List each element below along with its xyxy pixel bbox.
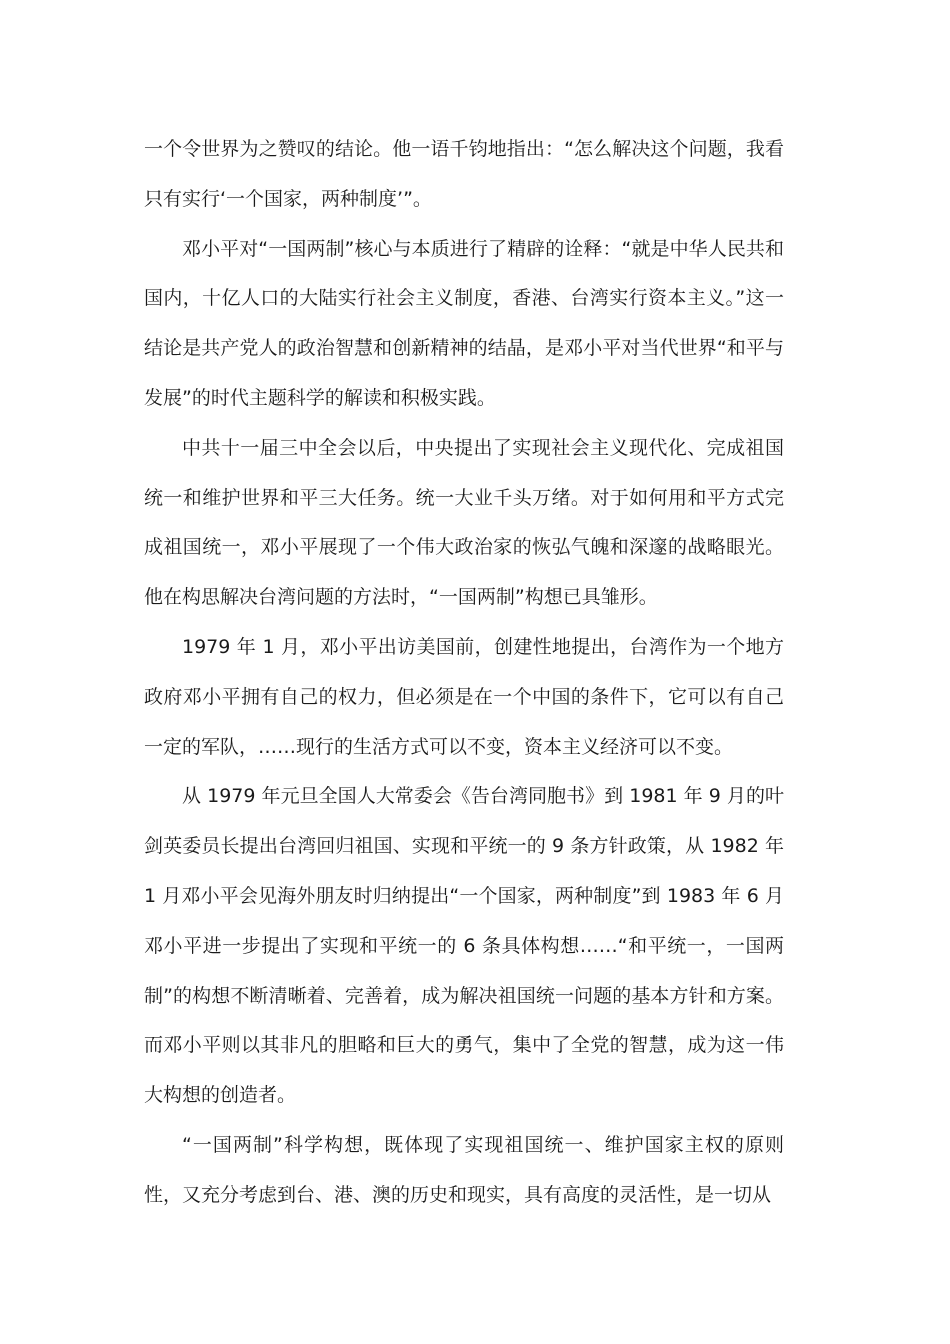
- paragraph-6: “一国两制”科学构想，既体现了实现祖国统一、维护国家主权的原则性，又充分考虑到台、港、澳的历史和现实，具有高度的灵活性，是一切从: [144, 1133, 784, 1206]
- paragraph-1: 一个令世界为之赞叹的结论。他一语千钧地指出：“怎么解决这个问题，我看只有实行‘一个国家，两种制度’”。: [144, 138, 784, 210]
- paragraph-4: 1979 年 1 月，邓小平出访美国前，创建性地提出，台湾作为一个地方政府邓小平拥有自己的权力，但必须是在一个中国的条件下，它可以有自己一定的军队，……现行的生活方式可以不变，资本主义经济可以不变。: [144, 635, 784, 758]
- paragraph-3: 中共十一届三中全会以后，中央提出了实现社会主义现代化、完成祖国统一和维护世界和平三大任务。统一大业千头万绪。对于如何用和平方式完成祖国统一，邓小平展现了一个伟大政治家的恢弘气魄和深邃的战略眼光。他在构思解决台湾问题的方法时，“一国两制”构想已具雏形。: [144, 436, 784, 609]
- paragraph-5: 从 1979 年元旦全国人大常委会《告台湾同胞书》到 1981 年 9 月的叶剑英委员长提出台湾回归祖国、实现和平统一的 9 条方针政策，从 1982 年 1 月邓小平会见海外朋友时归纳提出“一个国家，两种制度”到 1983 年 6 月邓小平进一步提出了实现和平统一的 6 条具体构想……“和平统一，一国两制”的构想不断清晰着、完善着，成为解决祖国统一问题的基本方针和方案。而邓小平则以其非凡的胆略和巨大的勇气，集中了全党的智慧，成为这一伟大构想的创造者。: [144, 785, 784, 1107]
- document-body: [144, 125, 784, 1221]
- paragraph-2: 邓小平对“一国两制”核心与本质进行了精辟的诠释：“就是中华人民共和国内，十亿人口的大陆实行社会主义制度，香港、台湾实行资本主义。”这一结论是共产党人的政治智慧和创新精神的结晶，是邓小平对当代世界“和平与发展”的时代主题科学的解读和积极实践。: [144, 237, 784, 409]
